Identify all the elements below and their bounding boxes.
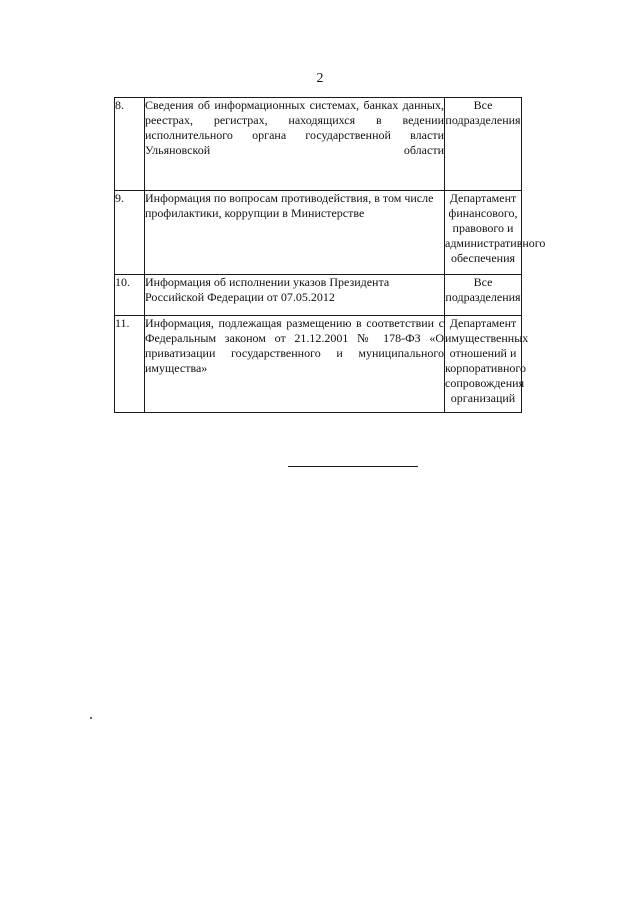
row-number: 8. <box>115 98 145 191</box>
page-number: 2 <box>316 71 324 86</box>
row-number: 11. <box>115 316 145 413</box>
row-department: Департамент имущественных отношений и корпоративного сопровождения организаций <box>445 316 522 413</box>
table-row <box>115 275 522 316</box>
table-row <box>115 191 522 275</box>
row-number: 9. <box>115 191 145 275</box>
row-department: Все подразделения <box>445 98 522 191</box>
row-department: Все подразделения <box>445 275 522 316</box>
row-info: Информация по вопросам противодействия, в том числе профилактики, коррупции в Министерстве <box>145 191 445 275</box>
table-row <box>115 98 522 191</box>
row-info: Информация об исполнении указов Президента Российской Федерации от 07.05.2012 <box>145 275 445 316</box>
row-info: Сведения об информационных системах, банках данных, реестрах, регистрах, находящихся в ведении исполнительного органа государственной власти Ульяновской области <box>145 98 445 191</box>
row-department: Департамент финансового, правового и административного обеспечения <box>445 191 522 275</box>
info-table <box>114 97 546 413</box>
row-info: Информация, подлежащая размещению в соответствии с Федеральным законом от 21.12.2001 № 178-ФЗ «О приватизации государственного и муниципального имущества» <box>145 316 445 413</box>
scan-speck <box>90 717 92 719</box>
end-divider-line <box>288 466 418 467</box>
row-number: 10. <box>115 275 145 316</box>
table-row <box>115 316 522 413</box>
